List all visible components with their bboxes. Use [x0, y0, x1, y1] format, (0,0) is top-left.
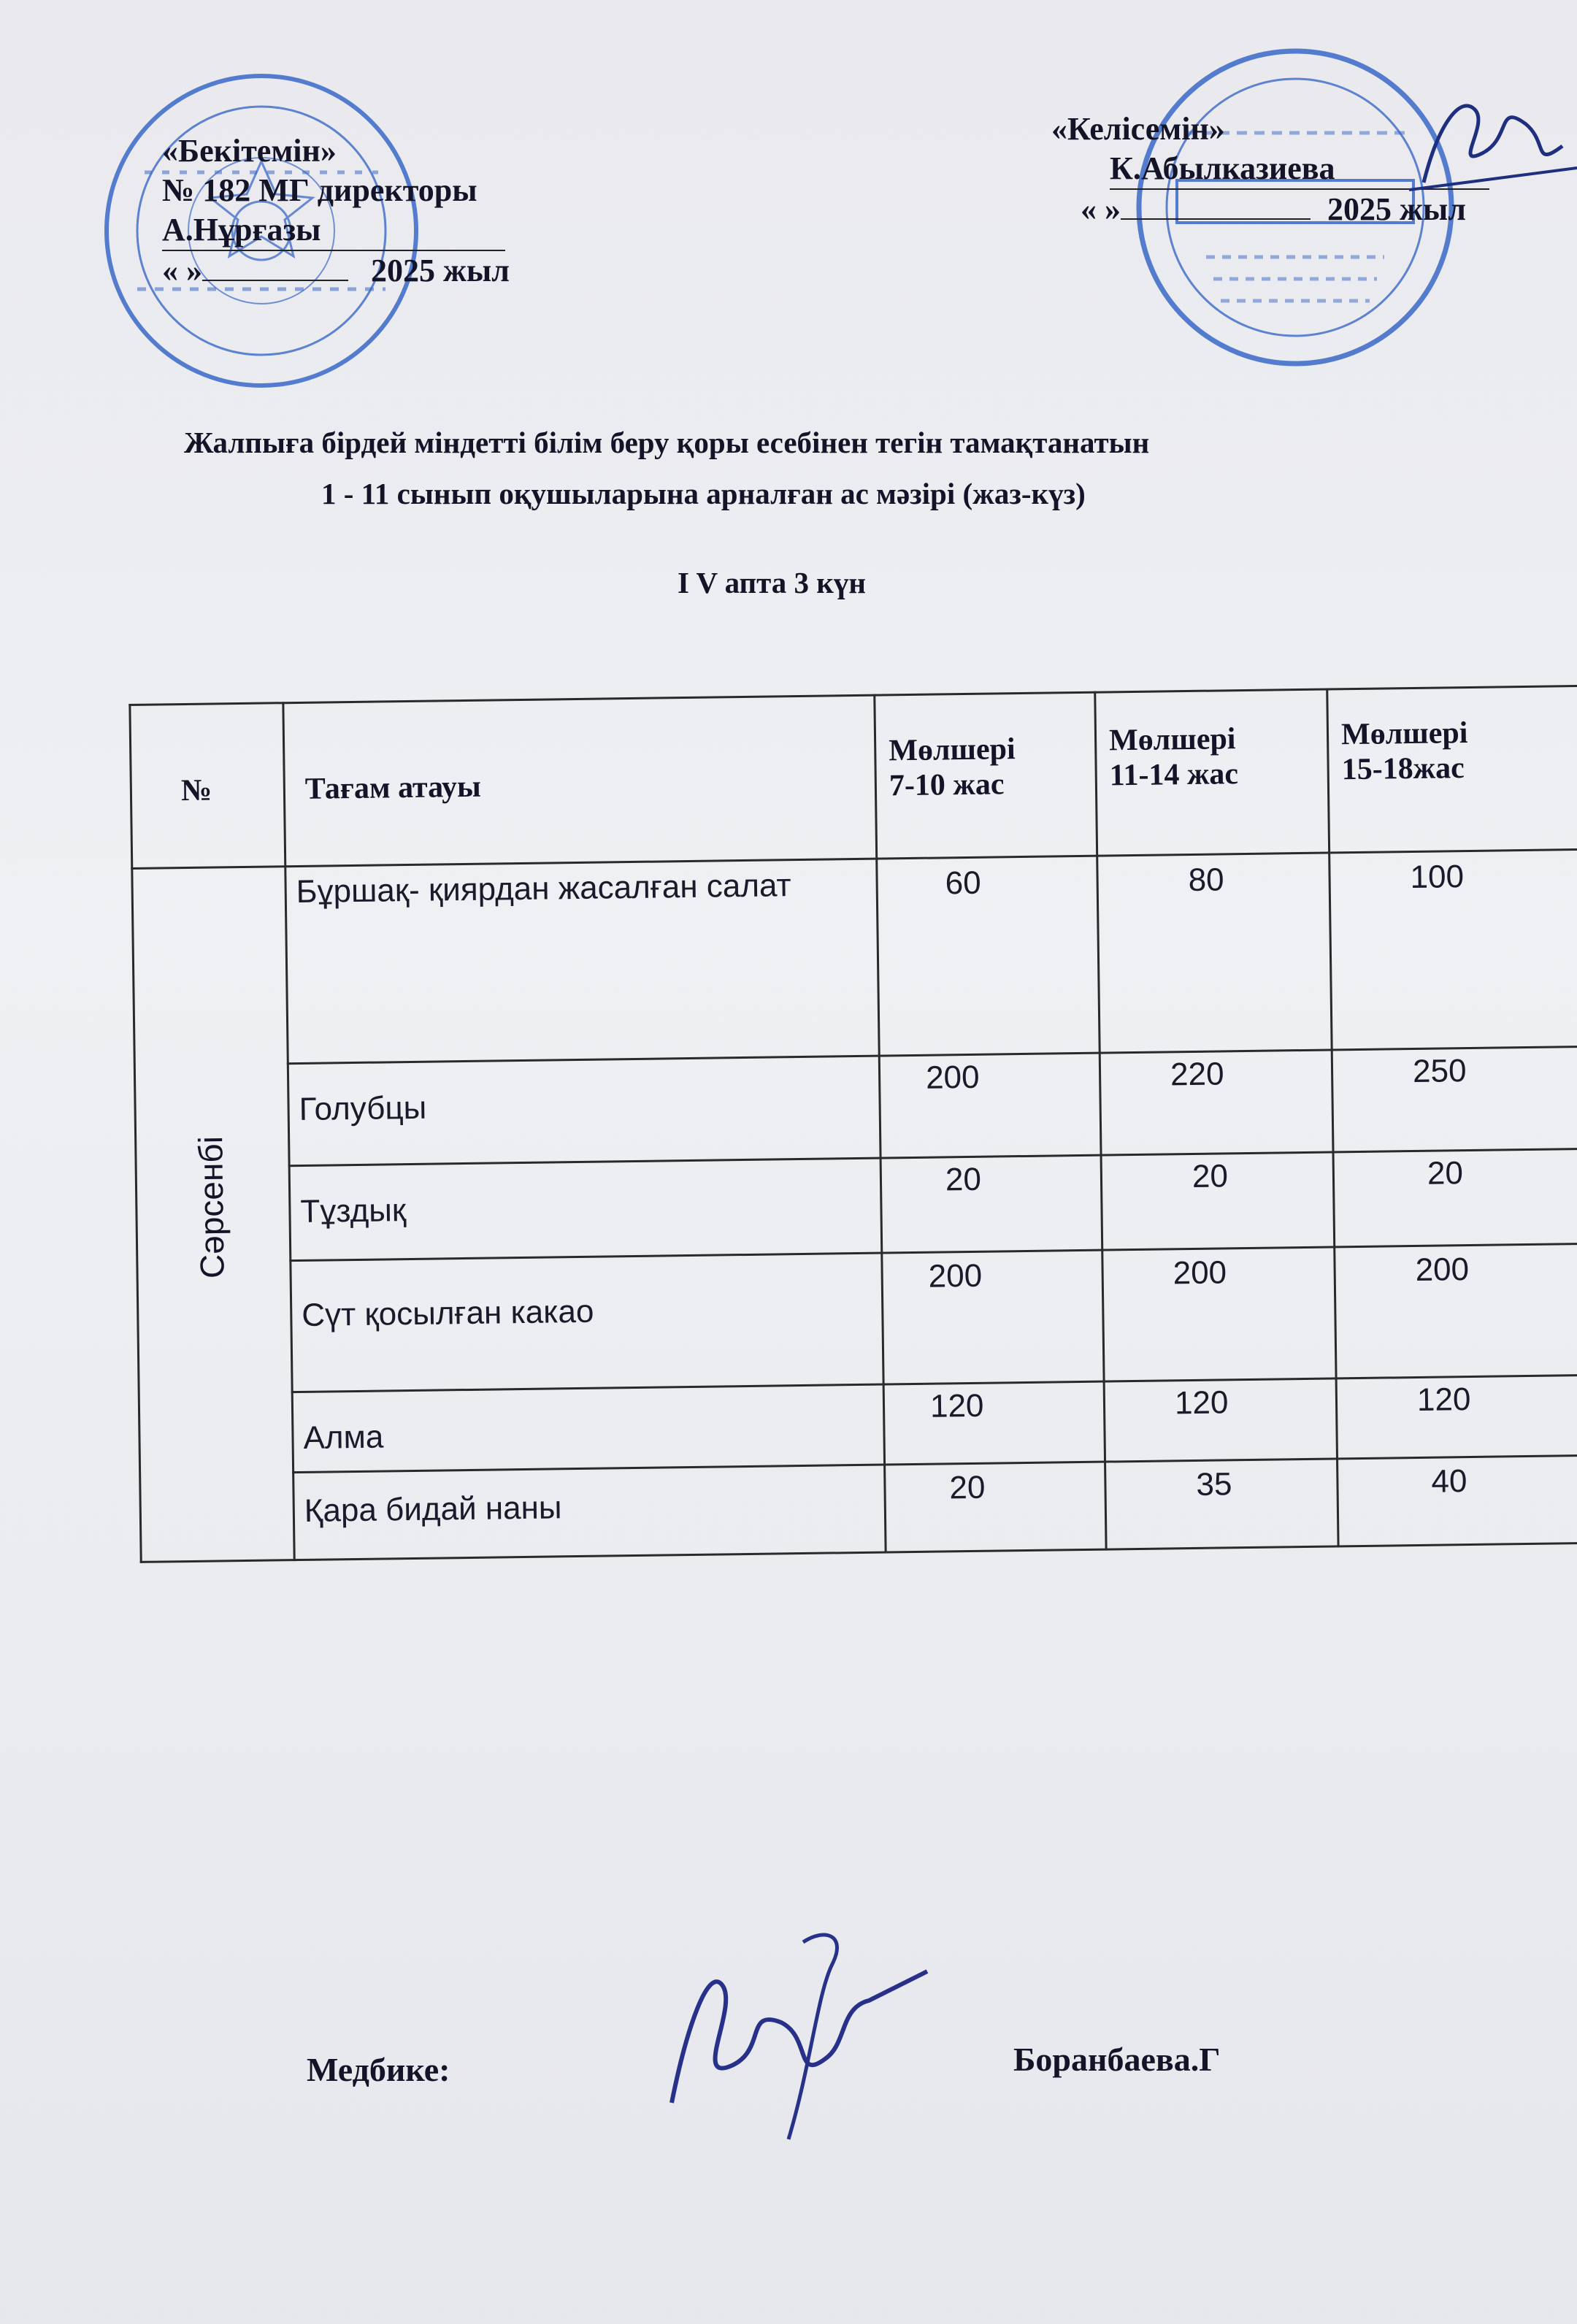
row-5-name: Алма [303, 1419, 384, 1456]
row-6-qty-15-18: 40 [1431, 1463, 1467, 1500]
row-1-name: Бұршақ- қиярдан жасалған салат [296, 867, 791, 910]
row-2-qty-7-10: 200 [925, 1059, 980, 1096]
approval-left-director: № 182 МГ директоры [162, 172, 477, 208]
row-2-qty-11-14: 220 [1170, 1056, 1224, 1093]
row-5-qty-11-14: 120 [1174, 1384, 1229, 1422]
header-dish-name: Тағам атауы [304, 770, 482, 806]
row-2-name: Голубцы [299, 1089, 427, 1127]
row-4-qty-7-10: 200 [928, 1257, 983, 1295]
header-qty-11-14: Мөлшері 11-14 жас [1108, 722, 1239, 793]
row-3-name: Тұздық [300, 1192, 407, 1230]
row-1-qty-7-10: 60 [945, 864, 981, 902]
row-1-qty-11-14: 80 [1188, 862, 1224, 899]
approval-right-name: К.Абылказиева [1110, 149, 1489, 190]
row-6-name: Қара бидай наны [304, 1489, 562, 1529]
week-day-label: I V апта 3 күн [678, 566, 867, 599]
header-qty-15-18: Мөлшері 15-18жас [1340, 716, 1468, 787]
nurse-name: Боранбаева.Г [1013, 2041, 1221, 2078]
menu-title-line2: 1 - 11 сынып оқушыларына арналған ас мәзірі (жаз-күз) [321, 477, 1086, 510]
menu-title-line1: Жалпыға бірдей міндетті білім беру қоры есебінен тегін тамақтанатын [184, 426, 1150, 459]
row-3-qty-11-14: 20 [1192, 1158, 1229, 1194]
row-4-qty-11-14: 200 [1173, 1254, 1227, 1292]
row-5-qty-7-10: 120 [929, 1387, 984, 1424]
row-5-qty-15-18: 120 [1416, 1381, 1471, 1418]
row-3-qty-7-10: 20 [945, 1161, 982, 1198]
row-6-qty-7-10: 20 [949, 1469, 986, 1506]
row-4-name: Сүт қосылған какао [302, 1293, 594, 1333]
row-3-qty-15-18: 20 [1427, 1155, 1464, 1192]
row-1-qty-15-18: 100 [1410, 859, 1465, 896]
row-6-qty-11-14: 35 [1196, 1466, 1232, 1503]
day-label: Сәрсенбі [191, 1135, 231, 1279]
menu-table [128, 666, 1577, 1564]
row-4-qty-15-18: 200 [1415, 1251, 1470, 1288]
signature-top [1409, 80, 1577, 197]
header-no: № [180, 773, 212, 808]
approval-right-date: « » 2025 жыл [1081, 191, 1466, 227]
row-2-qty-15-18: 250 [1412, 1053, 1467, 1090]
approval-right-line1: «Келісемін» [1051, 111, 1225, 147]
approval-left-date: « » 2025 жыл [162, 253, 510, 288]
approval-left-line1: «Бекітемін» [162, 133, 337, 169]
approval-left-name: А.Нұрғазы [162, 210, 510, 251]
header-qty-7-10: Мөлшері 7-10 жас [888, 732, 1016, 803]
approval-left [162, 131, 510, 291]
nurse-label: Медбике: [307, 2051, 450, 2088]
nurse-signature [628, 1920, 935, 2154]
